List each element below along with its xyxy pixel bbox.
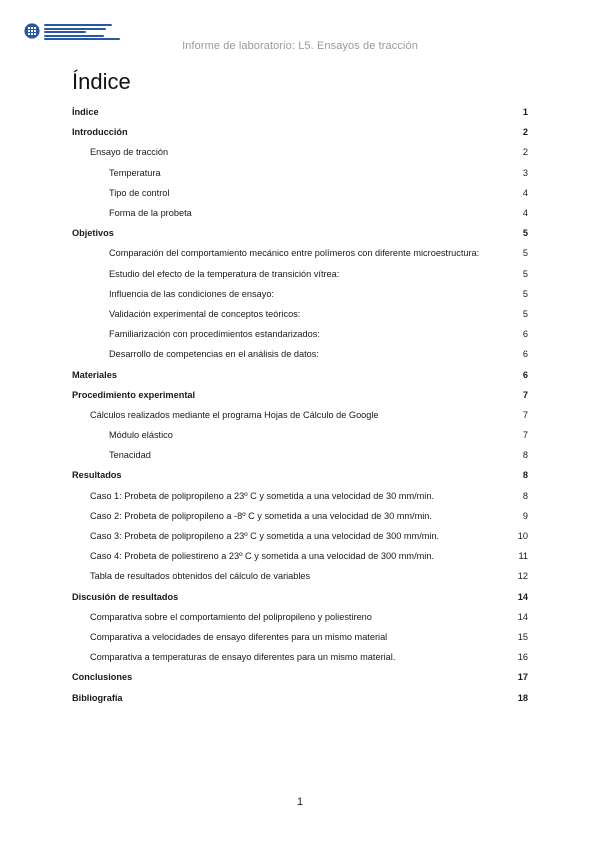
toc-entry[interactable]: [72, 445, 528, 465]
toc-entry-label: Estudio del efecto de la temperatura de transición vítrea:: [109, 268, 340, 279]
toc-entry[interactable]: [72, 122, 528, 142]
toc-entry-page: 5: [522, 248, 528, 259]
toc-entry-page: 2: [522, 147, 528, 158]
toc-entry-label: Cálculos realizados mediante el programa Hojas de Cálculo de Google: [90, 409, 379, 420]
toc-entry[interactable]: [72, 284, 528, 304]
toc-entry-page: 5: [522, 308, 528, 319]
toc-entry[interactable]: [72, 324, 528, 344]
toc-entry[interactable]: [72, 385, 528, 405]
toc-entry[interactable]: [72, 587, 528, 607]
toc-entry[interactable]: [72, 607, 528, 627]
toc-entry-label: Bibliografía: [72, 692, 123, 703]
toc-entry-label: Procedimiento experimental: [72, 389, 196, 400]
toc-entry-label: Objetivos: [72, 228, 114, 239]
toc-entry-page: 3: [522, 167, 528, 178]
toc-entry-label: Índice: [72, 107, 99, 118]
toc-entry-label: Tipo de control: [109, 187, 170, 198]
toc-entry[interactable]: [72, 667, 528, 687]
toc-entry-page: 2: [522, 127, 528, 138]
toc-entry-label: Caso 4: Probeta de poliestireno a 23º C y sometida a una velocidad de 300 mm/min.: [90, 551, 434, 562]
toc-entry-label: Comparativa a temperaturas de ensayo diferentes para un mismo material.: [90, 652, 396, 663]
toc-entry-page: 12: [517, 571, 528, 582]
toc-entry-page: 11: [518, 551, 528, 562]
toc-entry-label: Caso 2: Probeta de polipropileno a -8º C y sometida a una velocidad de 30 mm/min.: [90, 510, 432, 521]
toc-entry[interactable]: [72, 142, 528, 162]
toc-entry[interactable]: [72, 183, 528, 203]
toc-entry-page: 4: [522, 187, 528, 198]
toc-entry[interactable]: [72, 163, 528, 183]
header-title: Informe de laboratorio: L5. Ensayos de tracción: [182, 40, 418, 52]
toc-entry[interactable]: [72, 223, 528, 243]
toc-entry[interactable]: [72, 304, 528, 324]
toc-entry-page: 8: [522, 470, 528, 481]
toc-entry[interactable]: [72, 405, 528, 425]
toc-entry-label: Temperatura: [109, 167, 161, 178]
toc-entry-page: 15: [517, 631, 528, 642]
toc-entry[interactable]: [72, 687, 528, 707]
toc-entry[interactable]: [72, 344, 528, 364]
toc-entry-label: Familiarización con procedimientos estandarizados:: [109, 329, 320, 340]
table-of-contents: [72, 102, 528, 708]
toc-entry-page: 6: [522, 329, 528, 340]
toc-entry-label: Comparación del comportamiento mecánico entre polímeros con diferente microestructura:: [109, 248, 480, 259]
toc-entry[interactable]: [72, 264, 528, 284]
toc-entry-page: 8: [522, 450, 528, 461]
toc-entry[interactable]: [72, 465, 528, 485]
toc-entry[interactable]: [72, 526, 528, 546]
toc-entry[interactable]: [72, 203, 528, 223]
toc-entry-label: Discusión de resultados: [72, 591, 179, 602]
toc-entry-label: Influencia de las condiciones de ensayo:: [109, 288, 274, 299]
toc-entry-page: 1: [522, 107, 528, 118]
toc-entry-page: 16: [517, 652, 528, 663]
toc-entry-page: 7: [522, 430, 528, 441]
toc-entry-page: 14: [517, 591, 528, 602]
toc-entry-label: Comparativa a velocidades de ensayo diferentes para un mismo material: [90, 631, 388, 642]
toc-entry[interactable]: [72, 102, 528, 122]
toc-entry[interactable]: [72, 566, 528, 586]
toc-entry-page: 6: [522, 369, 528, 380]
toc-entry-label: Comparativa sobre el comportamiento del polipropileno y poliestireno: [90, 611, 372, 622]
toc-entry-label: Tabla de resultados obtenidos del cálculo de variables: [90, 571, 311, 582]
toc-entry-label: Desarrollo de competencias en el análisis de datos:: [109, 349, 319, 360]
toc-entry-label: Módulo elástico: [109, 430, 173, 441]
toc-entry-page: 5: [522, 288, 528, 299]
university-logo-icon: [24, 23, 40, 39]
toc-entry-label: Forma de la probeta: [109, 208, 192, 219]
toc-entry-label: Ensayo de tracción: [90, 147, 169, 158]
page-number: 1: [296, 796, 304, 808]
toc-entry[interactable]: [72, 627, 528, 647]
toc-entry[interactable]: [72, 486, 528, 506]
toc-entry[interactable]: [72, 546, 528, 566]
toc-entry-page: 8: [522, 490, 528, 501]
toc-entry[interactable]: [72, 425, 528, 445]
toc-entry-label: Validación experimental de conceptos teóricos:: [109, 308, 301, 319]
toc-entry-label: Conclusiones: [72, 672, 133, 683]
toc-entry-page: 6: [522, 349, 528, 360]
toc-entry-page: 7: [522, 409, 528, 420]
toc-entry-page: 9: [522, 510, 528, 521]
toc-entry-label: Tenacidad: [109, 450, 151, 461]
toc-entry-label: Introducción: [72, 127, 128, 138]
toc-entry-page: 18: [517, 692, 528, 703]
toc-entry[interactable]: [72, 506, 528, 526]
toc-entry-page: 4: [522, 208, 528, 219]
toc-entry-page: 7: [522, 389, 528, 400]
toc-entry[interactable]: [72, 364, 528, 384]
toc-entry-label: Materiales: [72, 369, 117, 380]
toc-entry-page: 14: [517, 611, 528, 622]
toc-entry-page: 10: [517, 531, 528, 542]
toc-entry[interactable]: [72, 243, 528, 263]
toc-entry-page: 17: [517, 672, 528, 683]
toc-entry-page: 5: [522, 268, 528, 279]
toc-entry-page: 5: [522, 228, 528, 239]
toc-entry-label: Caso 1: Probeta de polipropileno a 23º C y sometida a una velocidad de 30 mm/min.: [90, 490, 435, 501]
toc-heading: Índice: [72, 69, 131, 94]
toc-entry-label: Caso 3: Probeta de polipropileno a 23º C y sometida a una velocidad de 300 mm/min.: [90, 531, 440, 542]
toc-entry[interactable]: [72, 647, 528, 667]
toc-entry-label: Resultados: [72, 470, 122, 481]
